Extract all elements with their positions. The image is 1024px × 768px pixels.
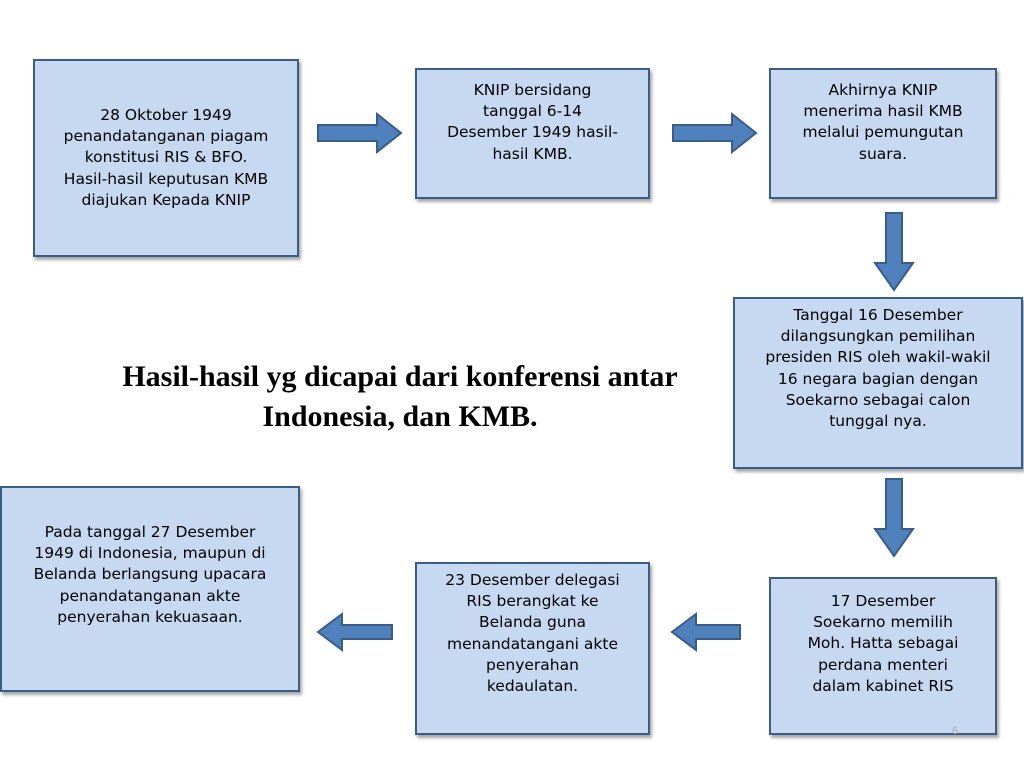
arrow-right-icon (316, 112, 404, 154)
step-text-1: 28 Oktober 1949 penandatanganan piagam konstitusi RIS & BFO. Hasil-hasil keputusan KMB diajukan Kepada KNIP (63, 105, 269, 209)
step-text-5: 17 Desember Soekarno memilih Moh. Hatta sebagai perdana menteri dalam kabinet RIS (807, 592, 959, 695)
step-text-7: Pada tanggal 27 Desember 1949 di Indonesia, maupun di Belanda berlangsung upacara penandatanganan akte penyerahan kekuasaan. (33, 523, 267, 626)
diagram-title: Hasil-hasil yg dicapai dari konferensi antar Indonesia, dan KMB. (122, 360, 678, 433)
step-text-3: Akhirnya KNIP menerima hasil KMB melalui pemungutan suara. (802, 81, 964, 163)
arrow-down-icon (872, 477, 916, 559)
step-box-6 (415, 562, 650, 735)
arrow-left-icon (670, 612, 742, 652)
arrow-down-icon (872, 211, 916, 293)
page-number: 6 (952, 725, 959, 737)
step-box-3 (769, 68, 997, 199)
step-text-4: Tanggal 16 Desember dilangsungkan pemilihan presiden RIS oleh wakil-wakil 16 negara bagian dengan Soekarno sebagai calon tunggal nya. (765, 306, 991, 431)
arrow-right-icon (671, 112, 759, 154)
step-text-6: 23 Desember delegasi RIS berangkat ke Belanda guna menandatangani akte penyerahan kedaulatan. (445, 571, 620, 696)
step-box-7 (0, 486, 300, 692)
step-text-2: KNIP bersidang tanggal 6-14 Desember 1949 hasil- hasil KMB. (447, 81, 618, 163)
arrow-left-icon (316, 612, 394, 652)
step-box-1 (33, 59, 299, 257)
step-box-5 (769, 577, 997, 735)
step-box-2 (415, 68, 650, 199)
step-box-4 (733, 297, 1023, 469)
